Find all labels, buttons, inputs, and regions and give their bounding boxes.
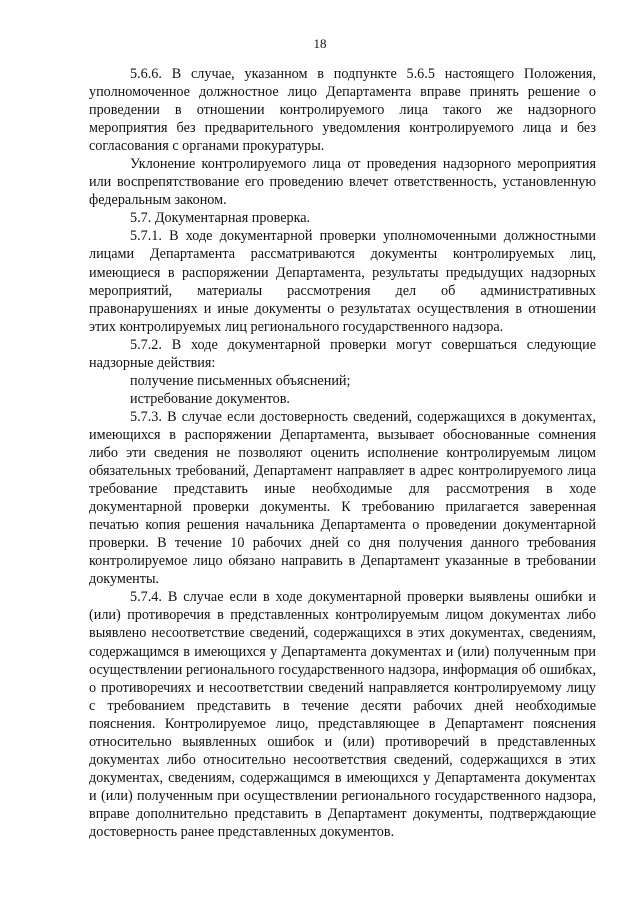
paragraph-5-7-1: 5.7.1. В ходе документарной проверки уполномоченными должностными лицами Департамента рассматриваются документы контролируемых лиц, имеющиеся в распоряжении Департамента, результаты предыдущих надзорных мероприятий, материалы рассмотрения дел об административных правонарушениях и иные документы о результатах осуществления в отношении этих контролируемых лиц регионального государственного надзора. <box>89 228 596 335</box>
paragraph-5-7-4: 5.7.4. В случае если в ходе документарной проверки выявлены ошибки и (или) противоречия в представленных контролируемым лицом документах либо выявлено несоответствие сведений, содержащихся в этих документах, сведениям, содержащимся в имеющихся у Департамента документах и (или) полученным при осуществлении регионального государственного надзора, информация об ошибках, о противоречиях и несоответствии сведений направляется контролируемому лицу с требованием представить в течение десяти рабочих дней необходимые пояснения. Контролируемое лицо, представляющее в Департамент пояснения относительно выявленных ошибок и (или) противоречий в представленных документах либо относительно несоответствия сведений, содержащихся в этих документах, сведениям, содержащимся в имеющихся у Департамента документах и (или) полученным при осуществлении регионального государственного надзора, вправе дополнительно представить в Департамент документы, подтверждающие достоверность ранее представленных документов. <box>89 589 596 840</box>
document-body <box>89 65 596 841</box>
paragraph-5-7-3: 5.7.3. В случае если достоверность сведений, содержащихся в документах, имеющихся в распоряжении Департамента, вызывает обоснованные сомнения либо эти сведения не позволяют оценить исполнение контролируемым лицом обязательных требований, Департамент направляет в адрес контролируемого лица требование представить иные необходимые для рассмотрения в ходе документарной проверки документы. К требованию прилагается заверенная печатью копия решения начальника Департамента о проведении документарной проверки. В течение 10 рабочих дней со дня получения данного требования контролируемое лицо обязано направить в Департамент указанные в требовании документы. <box>89 408 596 588</box>
section-heading-5-7: 5.7. Документарная проверка. <box>130 210 311 227</box>
list-item-documents: истребование документов. <box>130 390 290 407</box>
paragraph-5-6-6: 5.6.6. В случае, указанном в подпункте 5.6.5 настоящего Положения, уполномоченное должностное лицо Департамента вправе принять решение о проведении в отношении контролируемого лица такого же надзорного мероприятия без предварительного уведомления контролируемого лица и без согласования с органами прокуратуры. <box>89 66 596 155</box>
page-number: 18 <box>313 36 327 51</box>
list-item-explanations: получение письменных объяснений; <box>130 372 351 389</box>
paragraph-5-7-2: 5.7.2. В ходе документарной проверки могут совершаться следующие надзорные действия: <box>89 336 596 371</box>
paragraph-evasion: Уклонение контролируемого лица от проведения надзорного мероприятия или воспрепятствование его проведению влечет ответственность, установленную федеральным законом. <box>89 156 596 209</box>
